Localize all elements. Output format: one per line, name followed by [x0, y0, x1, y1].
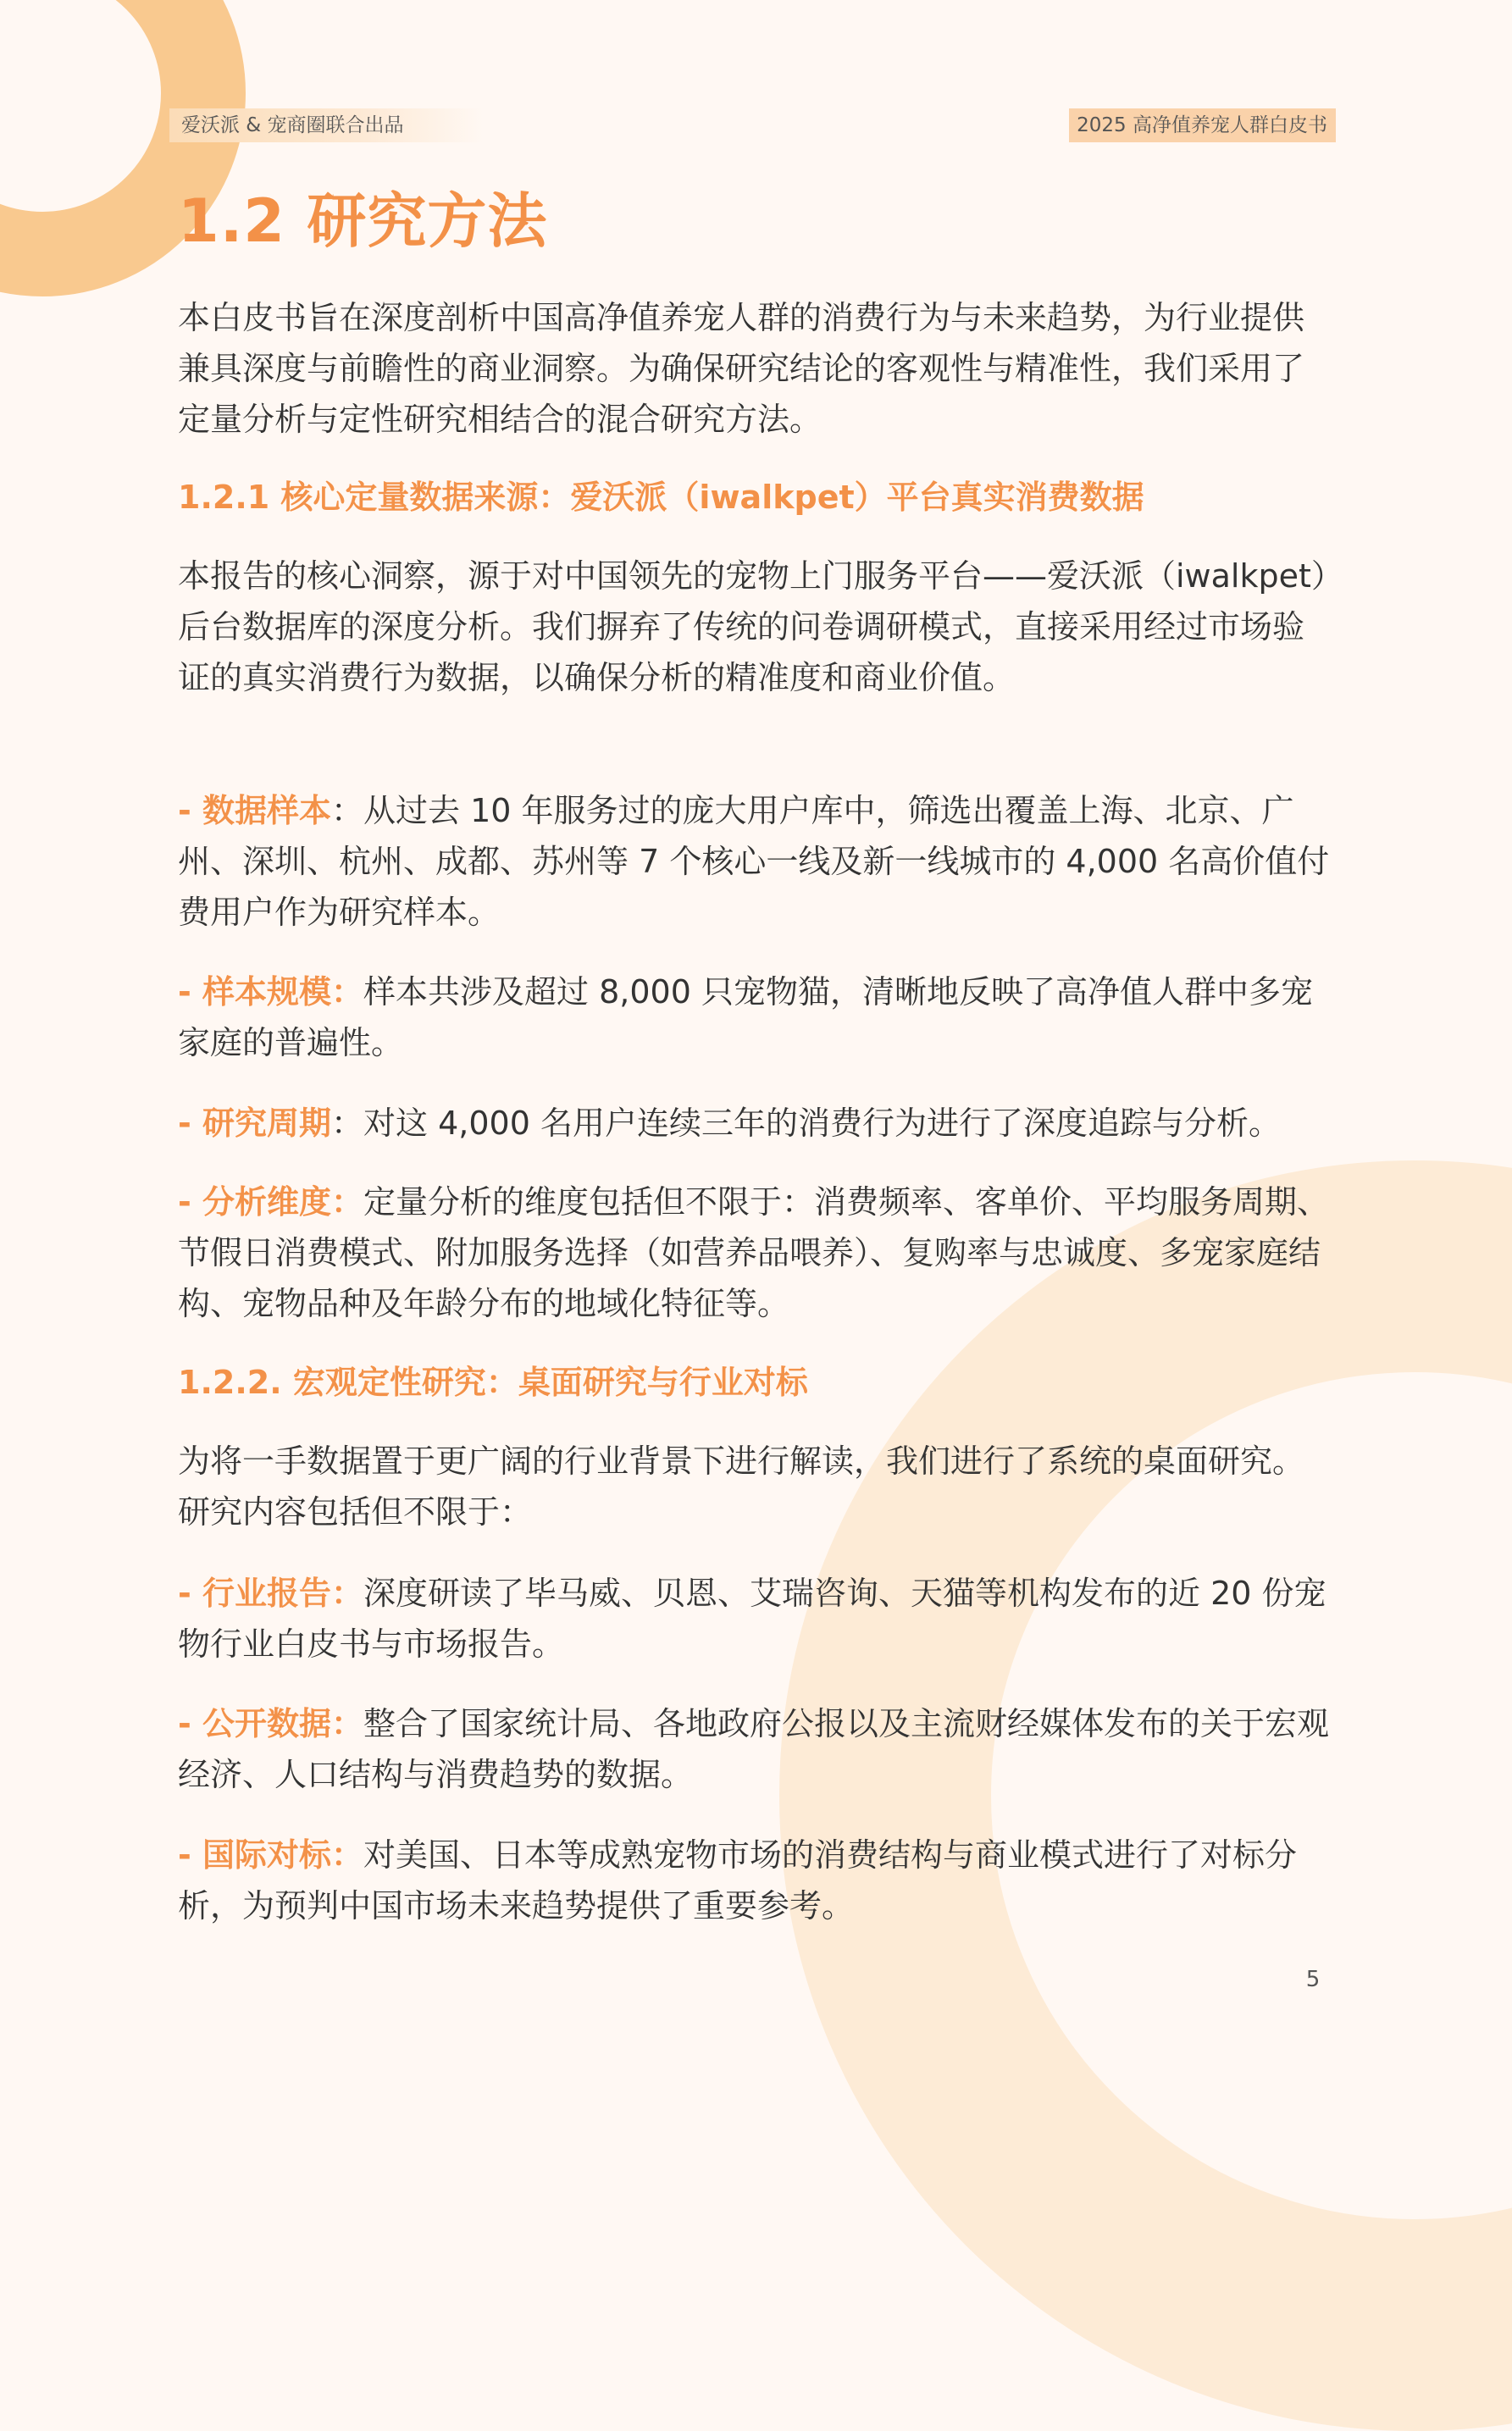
page-number: 5 [1305, 1967, 1321, 1992]
bullet-data-sample [178, 785, 1334, 938]
bullet-text: ：对这 4,000 名用户连续三年的消费行为进行了深度追踪与分析。 [331, 1105, 1281, 1142]
header-document-title: 2025 高净值养宠人群白皮书 [1069, 108, 1336, 142]
section-heading-quantitative: 1.2.1 核心定量数据来源：爱沃派（iwalkpet）平台真实消费数据 [178, 479, 1144, 516]
section2-paragraph: 为将一手数据置于更广阔的行业背景下进行解读，我们进行了系统的桌面研究。研究内容包括但不限于： [178, 1443, 1305, 1531]
bullet-label: - 公开数据： [178, 1705, 364, 1742]
bullet-international-benchmark [178, 1830, 1334, 1931]
bullet-public-data [178, 1698, 1334, 1800]
bullet-sample-size [178, 966, 1334, 1068]
header-publisher: 爱沃派 & 宠商圈联合出品 [169, 108, 483, 142]
bullet-text: 整合了国家统计局、各地政府公报以及主流财经媒体发布的关于宏观经济、人口结构与消费趋势的数据。 [178, 1705, 1330, 1793]
bullet-text: 定量分析的维度包括但不限于：消费频率、客单价、平均服务周期、节假日消费模式、附加服务选择（如营养品喂养）、复购率与忠诚度、多宠家庭结构、宠物品种及年龄分布的地域化特征等。 [178, 1183, 1330, 1322]
bullet-text: 深度研读了毕马威、贝恩、艾瑞咨询、天猫等机构发布的近 20 份宠物行业白皮书与市场报告。 [178, 1575, 1326, 1663]
section1-paragraph: 本报告的核心洞察，源于对中国领先的宠物上门服务平台——爱沃派（iwalkpet）后台数据库的深度分析。我们摒弃了传统的问卷调研模式，直接采用经过市场验证的真实消费行为数据，以确保分析的精准度和商业价值。 [178, 557, 1327, 696]
bullet-industry-reports [178, 1568, 1334, 1670]
bullet-text: 对美国、日本等成熟宠物市场的消费结构与商业模式进行了对标分析，为预判中国市场未来趋势提供了重要参考。 [178, 1836, 1298, 1924]
page-title: 1.2 研究方法 [178, 186, 548, 256]
bullet-label: - 国际对标： [178, 1836, 364, 1874]
intro-paragraph: 本白皮书旨在深度剖析中国高净值养宠人群的消费行为与未来趋势，为行业提供兼具深度与前瞻性的商业洞察。为确保研究结论的客观性与精准性，我们采用了定量分析与定性研究相结合的混合研究方法。 [178, 299, 1305, 438]
section-heading-qualitative: 1.2.2. 宏观定性研究：桌面研究与行业对标 [178, 1364, 808, 1401]
bullet-text: ：从过去 10 年服务过的庞大用户库中，筛选出覆盖上海、北京、广州、深圳、杭州、成都、苏州等 7 个核心一线及新一线城市的 4,000 名高价值付费用户作为研究样本。 [178, 792, 1330, 931]
bullet-label: - 研究周期 [178, 1105, 332, 1142]
bullet-label: - 样本规模： [178, 973, 364, 1011]
bullet-analysis-dimensions [178, 1177, 1334, 1329]
bullet-research-period [178, 1098, 1334, 1149]
bullet-label: - 行业报告： [178, 1575, 364, 1612]
bullet-label: - 分析维度： [178, 1183, 364, 1221]
bullet-text: 样本共涉及超过 8,000 只宠物猫，清晰地反映了高净值人群中多宠家庭的普遍性。 [178, 973, 1313, 1061]
bullet-label: - 数据样本 [178, 792, 332, 829]
